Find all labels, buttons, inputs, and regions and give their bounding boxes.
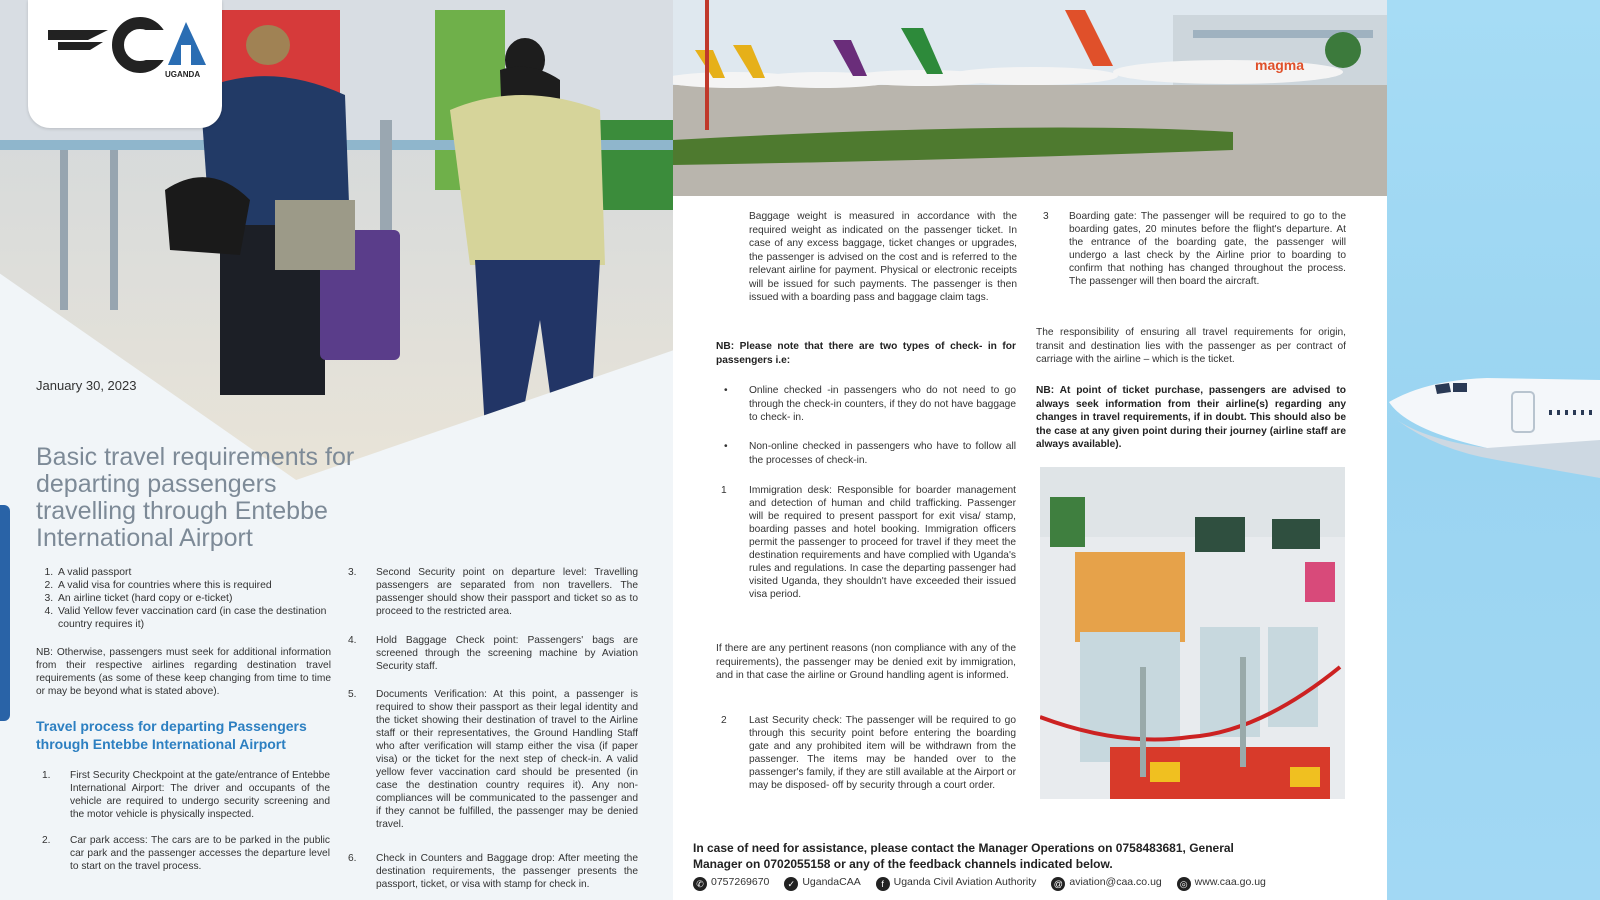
caa-logo-mark [28, 0, 222, 110]
travel-process-heading: Travel process for departing Passengers through Entebbe International Airport [36, 718, 307, 752]
step-number: 1. [42, 770, 51, 781]
step-text: Second Security point on departure level: Travelling passengers are separated from non travellers. The passenger should show their passport and ticket so as to proceed to the restricted area. [376, 567, 638, 617]
sky-panel [1387, 0, 1600, 900]
list-item: 2. A valid visa for countries where this is required [56, 579, 342, 592]
list-item: 3. An airline ticket (hard copy or e-ticket) [56, 592, 342, 605]
caa-uganda-logo [28, 0, 222, 128]
step-text: First Security Checkpoint at the gate/entrance of Entebbe International Airport: The driver and occupants of the vehicle are required to undergo security screening and the motor vehicle is physically inspected. [70, 770, 330, 820]
bullet-text: Online checked -in passengers who do not need to go through the check-in counters, if they do not have baggage to check- in. [749, 385, 1016, 423]
step-item [348, 634, 638, 673]
twitter-icon: ✓ [784, 877, 798, 891]
feedback-email[interactable]: @ aviation@caa.co.ug [1051, 876, 1161, 888]
feedback-whatsapp[interactable]: ✆ 0757269670 [693, 876, 769, 888]
step-item [348, 688, 638, 831]
step-text: Hold Baggage Check point: Passengers' bags are screened through the screening machine by Aviation Security staff. [376, 635, 638, 672]
step-item [42, 834, 330, 873]
feedback-twitter[interactable]: ✓ UgandaCAA [784, 876, 860, 888]
step-number: 2. [42, 835, 51, 846]
airplane-nose-illustration [1387, 0, 1600, 900]
magma-livery-text: magma [1255, 57, 1305, 73]
checkin-hall-photo [1040, 467, 1345, 799]
baggage-paragraph: Baggage weight is measured in accordance with the required weight as indicated on the passenger ticket. In case of any excess baggage, ticket changes or upgrades, the passenger is advised on the cost and is referred to the relevant airline for payment. Physical or electronic receipts will be issued for such payments. The passenger is then issued with a boarding pass and baggage claim tags. [749, 211, 1017, 303]
left-page [0, 0, 673, 900]
step-number: 1 [721, 485, 727, 496]
bullet-item: • Online checked -in passengers who do not need to go through the check-in counters, if they do not have baggage to check- in. [724, 385, 1016, 423]
step-number: 3. [348, 567, 357, 578]
immigration-step [721, 484, 1016, 601]
publication-date: January 30, 2023 [36, 378, 137, 393]
email-icon: @ [1051, 877, 1065, 891]
logo-country-text: UGANDA [165, 70, 201, 79]
step-number: 4. [348, 635, 357, 646]
list-item: 1. A valid passport [56, 566, 342, 579]
nb-ticket-purchase: NB: At point of ticket purchase, passengers are advised to always seek information from their airline(s) regarding any changes in travel requirements, if in doubt. This should also be the case at any given point during their journey (airline staff are always available). [1036, 385, 1346, 450]
article-title: Basic travel requirements for departing passengers travelling through Entebbe International Airport [36, 443, 355, 552]
nb-additional-info: NB: Otherwise, passengers must seek for additional information from their respective airlines regarding destination travel requirements (as some of these keep changing from time to time or may be beyond what is stated above). [36, 647, 331, 697]
feedback-channels [693, 876, 1278, 891]
step-text: Boarding gate: The passenger will be required to go to the boarding gates, 20 minutes before the flight's departure. At the entrance of the boarding gate, the passenger will undergo a last check by the Airline prior to boarding to confirm that nothing has changed throughout the process. The passenger will then board the aircraft. [1069, 211, 1346, 287]
bullet-text: Non-online checked in passengers who have to follow all the processes of check-in. [749, 441, 1016, 466]
last-security-step [721, 714, 1016, 792]
assistance-contact: In case of need for assistance, please contact the Manager Operations on 0758483681, General Manager on 0702055158 or any of the feedback channels indicated below. [693, 841, 1234, 871]
feedback-website[interactable]: ◎ www.caa.go.ug [1177, 876, 1266, 888]
step-item [348, 852, 638, 891]
step-text: Check in Counters and Baggage drop: After meeting the destination requirements, the passenger presents the passport, ticket, or visa with stamp for check in. [376, 853, 638, 890]
web-icon: ◎ [1177, 877, 1191, 891]
nb-checkin-types: NB: Please note that there are two types of check- in for passengers i.e: [716, 341, 1016, 366]
step-item [42, 769, 330, 821]
feedback-facebook[interactable]: f Uganda Civil Aviation Authority [876, 876, 1037, 888]
requirements-list [42, 566, 342, 631]
step-number: 2 [721, 715, 727, 726]
whatsapp-icon: ✆ [693, 877, 707, 891]
facebook-icon: f [876, 877, 890, 891]
step-number: 3 [1043, 211, 1049, 222]
pertinent-reasons-paragraph: If there are any pertinent reasons (non compliance with any of the requirements), the passenger may be denied exit by immigration, and in that case the airline or Ground handling agent is informed. [716, 643, 1016, 681]
step-text: Documents Verification: At this point, a passenger is required to show their passport as their legal identity and the ticket showing their destination of travel to the Airline staff or their representatives, the Ground Handling Staff who after verification will stamp either the visa (if paper visa) or the ticket for the next step of check-in. A valid yellow fever vaccination card should be presented (in case the destination country requires it). Any non- compliances will be communicated to the passenger and if they cannot be fulfilled, the passenger may be denied travel. [376, 689, 638, 830]
airport-apron-photo [673, 0, 1387, 196]
side-accent-bar [0, 505, 10, 721]
step-text: Last Security check: The passenger will be required to go through this security point before entering the boarding gate and any prohibited item will be withdrawn from the passenger. The items may be handed over to the passenger's family, if they are still available at the Airport or may be disposed- off by security through a court order. [749, 715, 1016, 791]
step-item [348, 566, 638, 618]
list-item: 4. Valid Yellow fever vaccination card (in case the destination country requires it) [56, 605, 342, 631]
bullet-item: • Non-online checked in passengers who have to follow all the processes of check-in. [724, 441, 1016, 466]
step-text: Immigration desk: Responsible for boarder management and detection of human and child trafficking. Passenger will be required to present passport for exit visa/ stamp, boarding passes and hotel booking. Immigration officers permit the passenger to proceed for travel if they meet the destination requirements and have complied with Uganda's rules and regulations. In case the departing passenger had visited Uganda, they shouldn't have exceeded their issued visa period. [749, 485, 1016, 600]
right-page [673, 0, 1387, 900]
responsibility-paragraph: The responsibility of ensuring all travel requirements for origin, transit and destination lies with the passenger as per contract of carriage with the airline – which is the ticket. [1036, 327, 1346, 365]
step-text: Car park access: The cars are to be parked in the public car park and the passenger accesses the departure level to start on the travel process. [70, 835, 330, 872]
step-number: 6. [348, 853, 357, 864]
step-number: 5. [348, 689, 357, 700]
boarding-gate-step [1043, 210, 1346, 288]
